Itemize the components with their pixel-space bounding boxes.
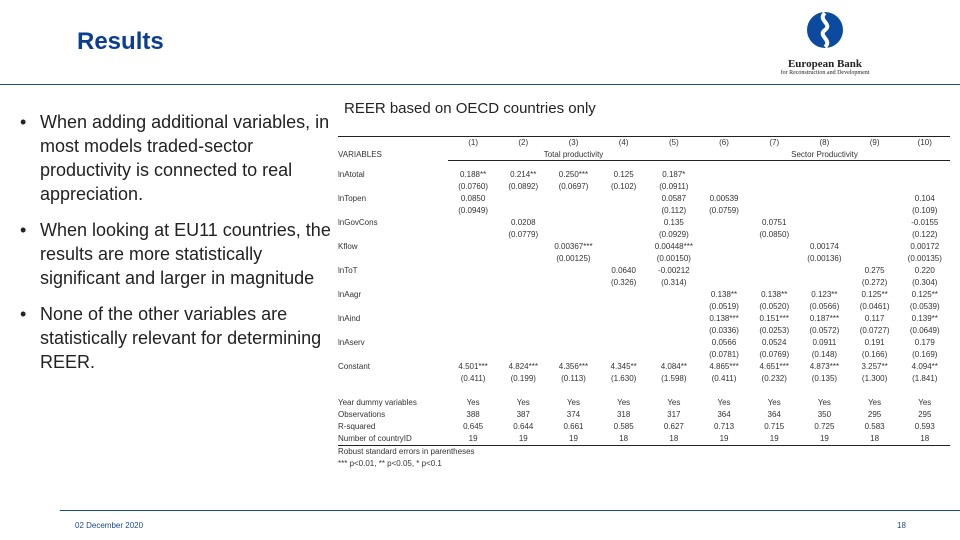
header-divider [0,84,960,85]
table-cell [448,253,498,265]
table-cell: (0.411) [711,374,737,383]
column-header: (7) [769,138,780,147]
table-cell: 0.00367*** [554,242,593,251]
table-cell [900,169,950,181]
table-cell [548,217,598,229]
table-cell [448,289,498,301]
table-cell [448,217,498,229]
table-cell [498,253,548,265]
table-cell: (0.0911) [659,182,689,191]
table-cell [498,301,548,313]
table-cell: 388 [466,410,480,419]
row-label: Kflow [338,242,358,251]
table-cell: 0.644 [513,422,534,431]
table-cell [850,229,900,241]
page-number: 18 [897,521,906,530]
row-label: lnToT [338,266,358,275]
row-label [338,205,448,217]
table-cell [599,217,649,229]
table-cell: 0.188** [459,170,487,179]
table-cell: 0.715 [764,422,785,431]
table-cell: 0.00539 [709,194,739,203]
table-cell: 0.593 [914,422,935,431]
table-row [338,289,950,301]
table-cell [749,193,799,205]
table-cell [749,265,799,277]
table-cell: (0.0649) [909,326,940,335]
table-cell [799,217,849,229]
footer-date: 02 December 2020 [75,521,144,530]
table-cell [799,205,849,217]
ebrd-logo [760,10,890,76]
footnote: Robust standard errors in parentheses [338,447,475,456]
table-cell: 318 [616,410,631,419]
table-row [338,229,950,241]
row-label: lnAind [338,314,361,323]
table-cell: (0.0892) [508,182,539,191]
table-row [338,205,950,217]
table-cell: 18 [669,434,679,443]
table-cell [699,253,749,265]
variables-label: VARIABLES [338,150,382,159]
table-row [338,313,950,325]
table-cell [699,229,749,241]
table-cell: 0.117 [864,314,885,323]
table-cell [448,277,498,289]
table-cell: 0.00448*** [654,242,693,251]
table-cell: 0.00172 [910,242,940,251]
footer-divider [60,510,960,511]
table-cell [498,193,548,205]
table-cell [599,313,649,325]
table-cell: (0.00150) [656,254,691,263]
table-cell: 0.151*** [759,314,789,323]
table-cell: (0.0566) [809,302,840,311]
table-cell: Yes [667,398,681,407]
table-cell: (1.598) [661,374,687,383]
table-cell [599,349,649,361]
table-cell [599,229,649,241]
table-cell: 0.138** [761,290,788,299]
table-cell: 0.0911 [812,338,837,347]
table-cell [749,241,799,253]
table-cell: 19 [819,434,829,443]
logo-name: European Bank [787,58,863,70]
table-cell [850,205,900,217]
table-cell [649,349,699,361]
table-cell: Yes [868,398,882,407]
table-cell: 0.713 [714,422,735,431]
table-cell: (0.102) [610,182,637,191]
row-label [338,277,448,289]
column-header: (8) [819,138,830,147]
column-header: (3) [568,138,579,147]
table-row [338,373,950,385]
table-cell: (0.0850) [759,230,790,239]
table-cell: Yes [717,398,731,407]
table-cell: (0.113) [561,374,586,383]
table-cell: 0.135 [663,218,684,227]
regression-table [338,136,950,470]
group-header-row [338,149,950,161]
row-label: Observations [338,410,386,419]
table-cell [850,253,900,265]
column-header: (10) [917,138,932,147]
table-cell [599,253,649,265]
table-cell: 295 [867,410,882,419]
table-cell: 18 [870,434,880,443]
table-cell: 0.138*** [709,314,739,323]
table-cell: 0.138** [710,290,738,299]
table-cell [850,181,900,193]
row-label [338,349,448,361]
table-cell: 19 [518,434,528,443]
table-cell: 4.824*** [508,362,538,371]
table-cell: (0.272) [861,278,888,287]
table-cell [649,313,699,325]
footnote: *** p<0.01, ** p<0.05, * p<0.1 [338,459,442,468]
table-cell: (0.0519) [709,302,739,311]
row-label [338,301,448,313]
group-sector-productivity: Sector Productivity [699,149,950,161]
row-label [338,229,448,241]
table-cell [749,169,799,181]
table-row [338,181,950,193]
column-header: (5) [668,138,679,147]
row-label [338,373,448,385]
table-cell: 0.661 [563,422,584,431]
table-cell: 0.0640 [611,266,636,275]
table-row [338,241,950,253]
table-cell [699,277,749,289]
table-cell: (0.00135) [907,254,942,263]
table-cell [448,325,498,337]
row-label [338,181,448,193]
table-cell [448,229,498,241]
table-cell [498,337,548,349]
table-cell: 0.139** [911,314,938,323]
table-cell [548,325,598,337]
table-cell: 4.651*** [759,362,789,371]
table-cell [699,265,749,277]
table-cell: (1.630) [610,374,637,383]
table-cell [548,193,598,205]
column-header: (2) [518,138,529,147]
table-cell: (0.166) [861,350,888,359]
table-cell: 0.125 [613,170,634,179]
table-cell [749,277,799,289]
table-cell [498,277,548,289]
table-cell [498,289,548,301]
table-cell: 19 [769,434,779,443]
table-cell: 4.865*** [709,362,739,371]
row-label: R-squared [338,422,376,431]
table-cell [548,277,598,289]
table-cell [548,349,598,361]
table-cell [799,277,849,289]
table-cell: 0.250*** [558,170,589,179]
table-row [338,421,950,433]
table-cell [599,241,649,253]
table-cell: (0.199) [510,374,536,383]
table-cell: Yes [466,398,480,407]
table-cell: 19 [719,434,729,443]
column-header: (6) [719,138,729,147]
table-cell: (0.0949) [458,206,488,215]
table-cell [599,337,649,349]
table-cell: 0.220 [914,266,935,275]
table-cell [498,349,548,361]
table-cell [599,193,649,205]
table-cell [548,289,598,301]
table-cell: -0.00212 [658,266,690,275]
table-cell: (0.0336) [709,326,739,335]
bullet-item: • When adding additional variables, in most models traded-sector productivity is connected to real appreciation. [10,110,340,206]
table-cell [699,217,749,229]
table-row [338,433,950,445]
table-cell [850,217,900,229]
table-cell: Yes [566,398,580,407]
table-cell [599,301,649,313]
table-cell [448,241,498,253]
table-cell: 3.257** [861,362,888,371]
table-cell [649,301,699,313]
table-cell: 4.345** [610,362,637,371]
table-cell: (1.300) [861,374,888,383]
table-cell: (0.00125) [556,254,591,263]
table-cell [900,181,950,193]
table-cell [448,337,498,349]
table-cell: (0.304) [912,278,938,287]
table-cell [548,313,598,325]
table-cell: 0.187* [662,170,686,179]
table-cell [850,193,900,205]
table-cell: 374 [566,410,581,419]
table-cell: 0.725 [814,422,835,431]
table-cell: 0.0524 [761,338,787,347]
table-cell [699,169,749,181]
row-label: lnAtotal [338,170,365,179]
row-label: lnGovCons [338,218,378,227]
table-row [338,253,950,265]
table-row [338,325,950,337]
table-cell: 4.873*** [809,362,840,371]
table-cell: 0.125** [911,290,938,299]
table-cell [548,265,598,277]
table-cell: (0.0461) [859,302,890,311]
table-cell [448,313,498,325]
table-row [338,361,950,373]
table-cell: (0.0539) [909,302,940,311]
table-cell: 0.0587 [661,194,687,203]
table-cell: 18 [920,434,930,443]
table-cell: (0.0779) [508,230,539,239]
row-label: lnAagr [338,290,362,299]
column-header: (1) [468,138,478,147]
table-cell [749,181,799,193]
table-cell: 4.356*** [558,362,589,371]
row-label: lnAserv [338,338,365,347]
table-cell [498,205,548,217]
table-cell [749,205,799,217]
group-total-productivity: Total productivity [448,149,699,161]
table-cell [448,349,498,361]
table-cell: (0.0520) [759,302,790,311]
row-label: Year dummy variables [338,398,417,407]
table-cell: (0.148) [811,350,838,359]
table-cell: (0.0781) [709,350,739,359]
slide-title: Results [77,28,164,55]
table-cell: (0.00136) [807,254,842,263]
table-cell: 0.645 [463,422,484,431]
table-cell: 0.0850 [460,194,486,203]
table-cell: 364 [717,410,731,419]
table-cell: (0.109) [912,206,938,215]
table-cell: 0.187*** [809,314,840,323]
table-row [338,301,950,313]
table-cell: 19 [468,434,478,443]
table-cell: 0.125** [861,290,888,299]
table-cell: (0.0697) [558,182,589,191]
table-cell: 295 [918,410,932,419]
table-cell: 4.094** [911,362,938,371]
table-cell: Yes [617,398,631,407]
column-header: (4) [618,138,629,147]
table-cell: 0.0566 [711,338,737,347]
table-cell: 0.104 [914,194,935,203]
table-cell: (0.0769) [759,350,790,359]
table-cell [448,265,498,277]
table-cell: 0.0751 [761,218,787,227]
table-row [338,277,950,289]
table-cell: 0.214** [510,170,537,179]
table-cell [599,289,649,301]
table-cell: Yes [767,398,781,407]
table-cell [850,169,900,181]
table-cell [649,325,699,337]
ebrd-logo-icon [805,10,845,50]
table-cell: 317 [667,410,681,419]
table-cell: 4.084** [660,362,687,371]
table-cell [498,313,548,325]
table-cell [599,205,649,217]
table-cell: (0.0760) [458,182,488,191]
bullet-item: • When looking at EU11 countries, the results are more statistically significant and larger in magnitude [10,218,340,290]
table-cell: 0.583 [864,422,885,431]
table-cell: (0.169) [912,350,938,359]
table-row [338,169,950,181]
table-cell [498,325,548,337]
table-row [338,217,950,229]
table-cell [548,337,598,349]
table-row [338,349,950,361]
table-cell: Yes [516,398,530,407]
table-cell: -0.0155 [911,218,939,227]
table-cell: 0.179 [914,338,935,347]
table-cell: (1.841) [912,374,938,383]
table-cell [799,193,849,205]
bullet-item: • None of the other variables are statistically relevant for determining REER. [10,302,340,374]
table-cell [599,325,649,337]
table-cell: (0.0727) [859,326,890,335]
logo-subtitle: for Reconstruction and Development [780,70,870,76]
table-cell: (0.135) [811,374,838,383]
table-cell: Yes [817,398,831,407]
table-cell [548,229,598,241]
table-cell: (0.0253) [759,326,790,335]
table-cell [799,265,849,277]
table-cell [498,265,548,277]
table-cell [548,301,598,313]
table-cell: 0.275 [864,266,885,275]
table-cell [548,205,598,217]
table-row [338,337,950,349]
table-cell: (0.232) [761,374,787,383]
table-cell: 0.191 [864,338,885,347]
table-row [338,265,950,277]
table-cell: 350 [817,410,832,419]
table-cell [498,241,548,253]
table-cell [699,181,749,193]
table-cell: (0.112) [661,206,687,215]
bullet-list [10,110,340,386]
table-cell: 364 [767,410,781,419]
row-label [338,253,448,265]
table-cell: (0.0929) [658,230,689,239]
table-cell: 0.585 [613,422,634,431]
table-cell: 0.627 [663,422,684,431]
table-cell: (0.326) [610,278,637,287]
table-cell [649,337,699,349]
table-cell [448,301,498,313]
table-cell: 387 [516,410,530,419]
table-cell [799,181,849,193]
row-label: Number of countryID [338,434,412,443]
table-cell: 4.501*** [458,362,488,371]
row-label: lnTopen [338,194,367,203]
row-label: Constant [338,362,371,371]
row-label [338,325,448,337]
column-header: (9) [869,138,880,147]
table-cell: 18 [619,434,629,443]
table-cell: 0.0208 [511,218,536,227]
table-cell [799,229,849,241]
table-cell: (0.411) [460,374,486,383]
table-title: REER based on OECD countries only [344,100,596,117]
table-row [338,409,950,421]
table-cell: 0.00174 [809,242,839,251]
table-cell [749,253,799,265]
table-cell [799,169,849,181]
table-cell: (0.0572) [809,326,840,335]
table-cell: (0.314) [661,278,687,287]
column-header-row [338,137,950,149]
table-cell: Yes [918,398,932,407]
table-cell: (0.122) [912,230,938,239]
table-cell: 19 [569,434,578,443]
table-cell [850,241,900,253]
table-cell: 0.123** [811,290,838,299]
table-cell [699,241,749,253]
table-cell [649,289,699,301]
table-row [338,397,950,409]
table-row [338,193,950,205]
table-cell: (0.0759) [709,206,739,215]
